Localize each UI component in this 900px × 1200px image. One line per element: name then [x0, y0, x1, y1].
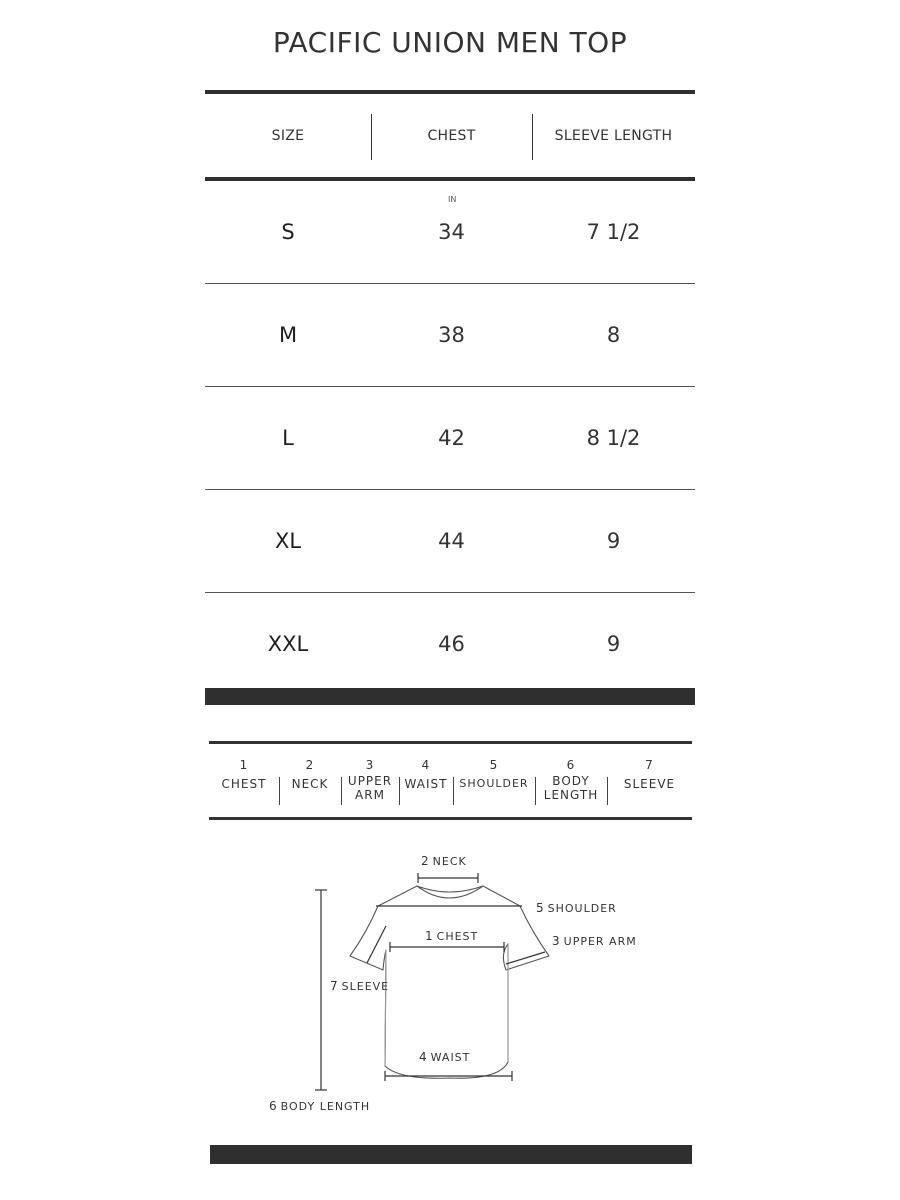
table-row [205, 490, 695, 593]
chest-cell: 46 [438, 632, 465, 656]
key-bottom-rule [209, 817, 692, 820]
chest-cell: 34 [438, 220, 465, 244]
key-divider [399, 777, 400, 805]
key-label: SHOULDER [459, 777, 529, 790]
chest-cell: 38 [438, 323, 465, 347]
chest-cell: 44 [438, 529, 465, 553]
key-item-sleeve [607, 744, 692, 817]
key-item-body-length [535, 744, 607, 817]
table-row [205, 284, 695, 387]
chest-text: CHEST [436, 930, 479, 943]
key-label: NECK [291, 777, 329, 791]
size-cell: S [281, 220, 295, 244]
tshirt-seam [385, 950, 386, 1066]
measurement-key [209, 741, 692, 820]
upper-arm-number: 3 [552, 934, 560, 948]
sleeve-cell: 9 [606, 632, 621, 656]
body-length-number: 6 [269, 1099, 277, 1113]
sleeve-cell: 8 1/2 [586, 426, 641, 450]
key-label: CHEST [221, 777, 267, 791]
key-row [209, 744, 692, 817]
measurement-diagram [0, 840, 900, 1140]
waist-label [419, 1050, 470, 1064]
size-table [205, 90, 695, 695]
unit-label: IN [448, 195, 457, 204]
shoulder-number: 5 [536, 901, 544, 915]
table-row [205, 593, 695, 695]
tshirt-diagram [0, 840, 900, 1140]
header-chest: CHEST [427, 127, 476, 144]
sleeve-cell: 7 1/2 [586, 220, 641, 244]
chest-cell: 42 [438, 426, 465, 450]
key-divider [607, 777, 608, 805]
chest-label [425, 929, 478, 943]
waist-number: 4 [419, 1050, 427, 1064]
sleeve-number: 7 [330, 979, 338, 993]
key-divider [453, 777, 454, 805]
key-number: 4 [421, 758, 431, 772]
size-cell: M [278, 323, 298, 347]
header-sleeve-length: SLEEVE LENGTH [554, 127, 673, 144]
key-number: 2 [305, 758, 315, 772]
waist-text: WAIST [430, 1051, 471, 1064]
shoulder-label [536, 901, 617, 915]
header-divider [371, 114, 372, 160]
page-bottom-bar [210, 1145, 692, 1164]
table-bottom-bar [205, 688, 695, 705]
key-label: WAIST [404, 777, 448, 791]
size-cell: XL [274, 529, 302, 553]
sleeve-text: SLEEVE [341, 980, 390, 993]
sleeve-cell: 9 [606, 529, 621, 553]
upper-arm-text: UPPER ARM [563, 935, 637, 948]
upper-arm-label [552, 934, 637, 948]
key-label: UPPER ARM [347, 774, 393, 802]
key-number: 3 [365, 758, 375, 772]
key-item-chest [209, 744, 279, 817]
body-length-text: BODY LENGTH [280, 1100, 371, 1113]
key-label: SLEEVE [623, 777, 676, 791]
table-header-row [205, 94, 695, 177]
key-divider [535, 777, 536, 805]
header-divider [532, 114, 533, 160]
neck-number: 2 [421, 854, 429, 868]
key-item-shoulder [453, 744, 535, 817]
page-title: PACIFIC UNION MEN TOP [272, 26, 628, 59]
key-item-waist [399, 744, 453, 817]
key-number: 7 [645, 758, 654, 772]
key-divider [279, 777, 280, 805]
sleeve-measure-line [367, 926, 386, 963]
neck-label [421, 854, 467, 868]
size-cell: XXL [267, 632, 309, 656]
size-cell: L [282, 426, 294, 450]
chest-number: 1 [425, 929, 433, 943]
key-number: 5 [489, 758, 499, 772]
key-number: 1 [239, 758, 249, 772]
table-row [205, 387, 695, 490]
body-length-label [269, 1099, 370, 1113]
upper-arm-measure-line [506, 952, 545, 964]
sleeve-label [330, 979, 389, 993]
key-item-neck [279, 744, 341, 817]
neck-text: NECK [432, 855, 467, 868]
header-size: SIZE [271, 127, 305, 144]
key-item-upper-arm [341, 744, 399, 817]
key-divider [341, 777, 342, 805]
key-number: 6 [566, 758, 576, 772]
key-label: BODY LENGTH [543, 774, 599, 802]
table-row [205, 181, 695, 284]
shoulder-text: SHOULDER [547, 902, 617, 915]
sleeve-cell: 8 [606, 323, 621, 347]
